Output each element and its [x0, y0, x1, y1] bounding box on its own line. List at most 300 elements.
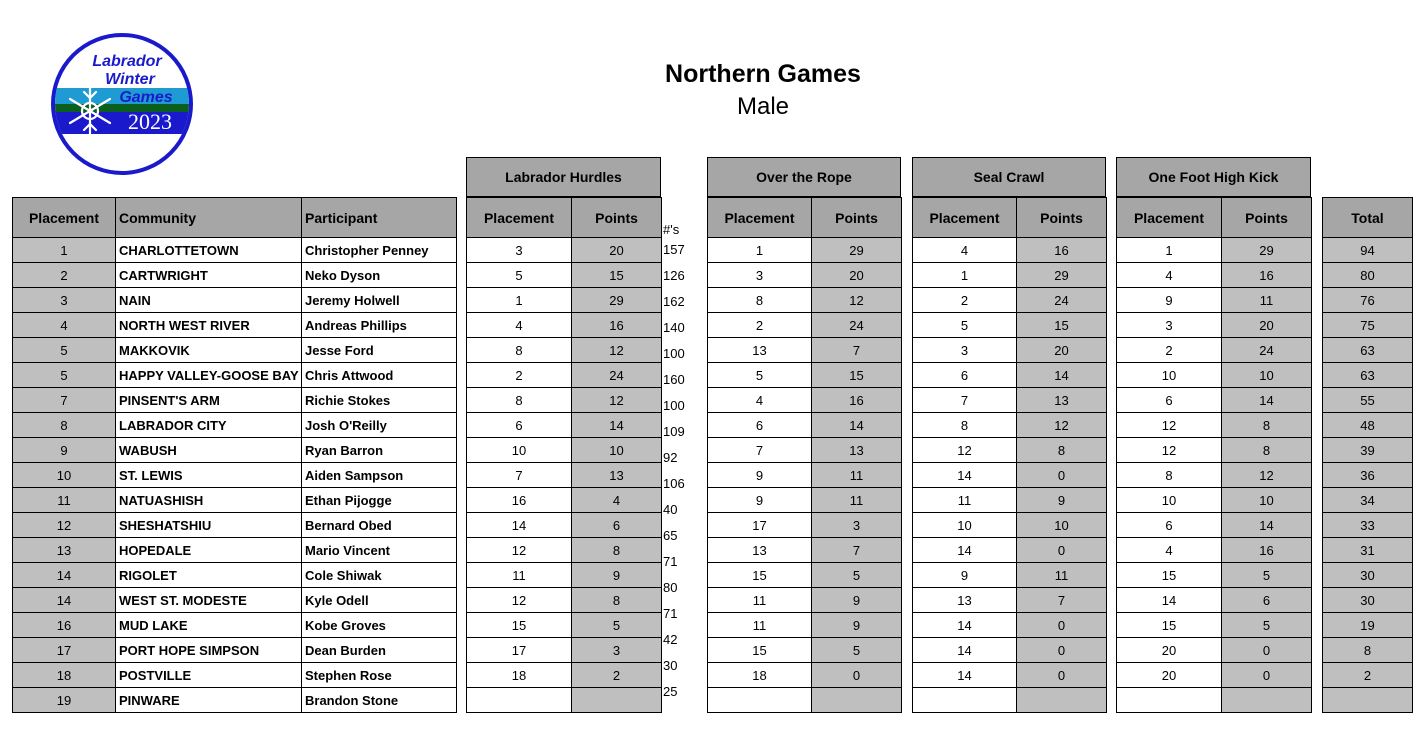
- table-row: [13, 238, 457, 263]
- table-row: [13, 313, 457, 338]
- event-points-cell: 14: [812, 413, 902, 438]
- table-row: [1323, 263, 1413, 288]
- event-points-cell: [812, 688, 902, 713]
- col-header-numbers: #'s: [663, 222, 680, 237]
- table-row: [467, 688, 662, 713]
- table-row: [708, 638, 902, 663]
- table-row: [1117, 538, 1312, 563]
- event-placement-cell: 9: [708, 463, 812, 488]
- event-points-cell: 9: [572, 563, 662, 588]
- event-points-cell: [1222, 688, 1312, 713]
- community-cell: PORT HOPE SIMPSON: [116, 638, 302, 663]
- table-row: [13, 488, 457, 513]
- number-cell: 100: [663, 398, 685, 413]
- event-placement-cell: 4: [708, 388, 812, 413]
- participant-cell: Ryan Barron: [302, 438, 457, 463]
- community-cell: RIGOLET: [116, 563, 302, 588]
- total-cell: 31: [1323, 538, 1413, 563]
- table-row: [1117, 263, 1312, 288]
- event-points-cell: 7: [812, 338, 902, 363]
- event-placement-cell: 1: [913, 263, 1017, 288]
- table-row: [1117, 388, 1312, 413]
- table-row: [708, 438, 902, 463]
- participants-table: [12, 197, 457, 713]
- placement-cell: 7: [13, 388, 116, 413]
- event-points-cell: 15: [1017, 313, 1107, 338]
- total-cell: 63: [1323, 338, 1413, 363]
- event-points-cell: 0: [1017, 463, 1107, 488]
- participant-cell: Neko Dyson: [302, 263, 457, 288]
- placement-cell: 11: [13, 488, 116, 513]
- event-placement-cell: 14: [913, 638, 1017, 663]
- event-placement-cell: 16: [467, 488, 572, 513]
- event-points-cell: 20: [1222, 313, 1312, 338]
- event-placement-cell: 15: [1117, 563, 1222, 588]
- table-row: [708, 513, 902, 538]
- event-placement-cell: 8: [913, 413, 1017, 438]
- event-points-cell: 13: [1017, 388, 1107, 413]
- event-placement-cell: 10: [467, 438, 572, 463]
- event-points-cell: 8: [572, 538, 662, 563]
- table-row: [13, 388, 457, 413]
- placement-cell: 10: [13, 463, 116, 488]
- event-placement-cell: 14: [913, 538, 1017, 563]
- table-row: [467, 563, 662, 588]
- event-points-cell: 24: [1017, 288, 1107, 313]
- community-cell: NORTH WEST RIVER: [116, 313, 302, 338]
- number-cell: 71: [663, 554, 678, 569]
- event-header-over-the-rope: Over the Rope: [707, 157, 901, 197]
- table-row: [708, 563, 902, 588]
- placement-cell: 18: [13, 663, 116, 688]
- event-placement-cell: 17: [467, 638, 572, 663]
- community-cell: NAIN: [116, 288, 302, 313]
- table-row: [1323, 288, 1413, 313]
- logo-line-1: Labrador: [92, 53, 162, 70]
- event-placement-cell: 11: [467, 563, 572, 588]
- community-cell: ST. LEWIS: [116, 463, 302, 488]
- placement-cell: 16: [13, 613, 116, 638]
- table-row: [467, 238, 662, 263]
- number-cell: 71: [663, 606, 678, 621]
- col-header-community: Community: [116, 198, 302, 238]
- table-row: [13, 663, 457, 688]
- event-placement-cell: 11: [913, 488, 1017, 513]
- community-cell: PINSENT'S ARM: [116, 388, 302, 413]
- event-points-cell: 10: [1222, 488, 1312, 513]
- event-points-cell: 14: [1017, 363, 1107, 388]
- event-placement-cell: 2: [708, 313, 812, 338]
- col-header-participant: Participant: [302, 198, 457, 238]
- table-row: [1323, 663, 1413, 688]
- community-cell: NATUASHISH: [116, 488, 302, 513]
- event-points-cell: 29: [572, 288, 662, 313]
- community-cell: HOPEDALE: [116, 538, 302, 563]
- placement-cell: 2: [13, 263, 116, 288]
- event-placement-cell: 4: [1117, 263, 1222, 288]
- over-the-rope-table: [707, 197, 902, 713]
- event-points-cell: 4: [572, 488, 662, 513]
- total-table: [1322, 197, 1413, 713]
- table-row: [1323, 313, 1413, 338]
- table-row: [1117, 688, 1312, 713]
- table-row: [13, 338, 457, 363]
- event-placement-cell: 15: [708, 638, 812, 663]
- participant-cell: Bernard Obed: [302, 513, 457, 538]
- event-placement-cell: 4: [913, 238, 1017, 263]
- event-placement-cell: 7: [467, 463, 572, 488]
- number-cell: 100: [663, 346, 685, 361]
- table-row: [13, 688, 457, 713]
- table-row: [708, 538, 902, 563]
- event-points-cell: 15: [572, 263, 662, 288]
- table-row: [467, 588, 662, 613]
- number-cell: 140: [663, 320, 685, 335]
- table-row: [467, 613, 662, 638]
- event-placement-cell: 5: [467, 263, 572, 288]
- table-row: [1323, 438, 1413, 463]
- table-row: [913, 538, 1107, 563]
- table-row: [13, 638, 457, 663]
- event-placement-cell: 11: [708, 588, 812, 613]
- table-row: [708, 363, 902, 388]
- table-row: [708, 463, 902, 488]
- event-placement-cell: 5: [913, 313, 1017, 338]
- col-header-points: Points: [572, 198, 662, 238]
- total-cell: 39: [1323, 438, 1413, 463]
- table-row: [708, 688, 902, 713]
- table-row: [913, 588, 1107, 613]
- table-row: [1323, 238, 1413, 263]
- table-row: [1117, 338, 1312, 363]
- event-points-cell: 15: [812, 363, 902, 388]
- table-row: [1323, 338, 1413, 363]
- community-cell: LABRADOR CITY: [116, 413, 302, 438]
- table-row: [913, 663, 1107, 688]
- participant-cell: Andreas Phillips: [302, 313, 457, 338]
- event-points-cell: 10: [1222, 363, 1312, 388]
- table-row: [1117, 613, 1312, 638]
- table-row: [913, 488, 1107, 513]
- event-points-cell: [572, 688, 662, 713]
- participant-cell: Christopher Penney: [302, 238, 457, 263]
- event-placement-cell: 13: [913, 588, 1017, 613]
- placement-cell: 12: [13, 513, 116, 538]
- event-placement-cell: 1: [1117, 238, 1222, 263]
- event-placement-cell: 3: [913, 338, 1017, 363]
- table-row: [1117, 363, 1312, 388]
- event-points-cell: 0: [1017, 663, 1107, 688]
- table-row: [1323, 638, 1413, 663]
- table-row: [1117, 663, 1312, 688]
- event-points-cell: 0: [1017, 613, 1107, 638]
- col-header-placement: Placement: [708, 198, 812, 238]
- event-points-cell: 5: [572, 613, 662, 638]
- event-placement-cell: 12: [467, 538, 572, 563]
- participant-cell: Kyle Odell: [302, 588, 457, 613]
- event-points-cell: 6: [1222, 588, 1312, 613]
- event-points-cell: 11: [1222, 288, 1312, 313]
- number-cell: 157: [663, 242, 685, 257]
- event-points-cell: 3: [812, 513, 902, 538]
- table-row: [708, 288, 902, 313]
- placement-cell: 14: [13, 563, 116, 588]
- event-placement-cell: 12: [1117, 438, 1222, 463]
- community-cell: CHARLOTTETOWN: [116, 238, 302, 263]
- page-subtitle: Male: [736, 93, 790, 120]
- event-points-cell: 16: [572, 313, 662, 338]
- event-points-cell: 5: [1222, 613, 1312, 638]
- table-row: [1323, 463, 1413, 488]
- table-row: [1323, 563, 1413, 588]
- event-points-cell: 8: [1222, 438, 1312, 463]
- event-points-cell: 11: [812, 488, 902, 513]
- table-row: [708, 238, 902, 263]
- event-points-cell: 12: [1222, 463, 1312, 488]
- event-placement-cell: 4: [467, 313, 572, 338]
- number-cell: 160: [663, 372, 685, 387]
- table-row: [913, 688, 1107, 713]
- placement-cell: 13: [13, 538, 116, 563]
- number-cell: 109: [663, 424, 685, 439]
- event-placement-cell: 13: [708, 538, 812, 563]
- event-placement-cell: [467, 688, 572, 713]
- table-row: [13, 363, 457, 388]
- table-row: [913, 313, 1107, 338]
- event-points-cell: 8: [572, 588, 662, 613]
- event-placement-cell: 10: [1117, 488, 1222, 513]
- number-cell: 162: [663, 294, 685, 309]
- table-row: [708, 613, 902, 638]
- participant-cell: Stephen Rose: [302, 663, 457, 688]
- event-placement-cell: 8: [467, 338, 572, 363]
- table-row: [467, 413, 662, 438]
- table-row: [913, 238, 1107, 263]
- event-placement-cell: 10: [913, 513, 1017, 538]
- games-logo: [50, 32, 194, 176]
- event-placement-cell: [708, 688, 812, 713]
- event-points-cell: 5: [1222, 563, 1312, 588]
- table-row: [13, 613, 457, 638]
- table-row: [913, 438, 1107, 463]
- number-cell: 30: [663, 658, 678, 673]
- event-points-cell: 9: [1017, 488, 1107, 513]
- number-cell: 92: [663, 450, 678, 465]
- participant-cell: Jesse Ford: [302, 338, 457, 363]
- table-row: [13, 413, 457, 438]
- event-header-one-foot-high-kick: One Foot High Kick: [1116, 157, 1311, 197]
- total-cell: 63: [1323, 363, 1413, 388]
- total-cell: 80: [1323, 263, 1413, 288]
- table-row: [467, 388, 662, 413]
- table-row: [1117, 563, 1312, 588]
- table-row: [13, 513, 457, 538]
- table-row: [1117, 488, 1312, 513]
- event-placement-cell: 11: [708, 613, 812, 638]
- col-header-placement: Placement: [13, 198, 116, 238]
- participant-cell: Ethan Pijogge: [302, 488, 457, 513]
- event-placement-cell: 1: [467, 288, 572, 313]
- table-row: [13, 463, 457, 488]
- table-row: [1117, 238, 1312, 263]
- event-points-cell: 12: [812, 288, 902, 313]
- event-points-cell: 9: [812, 588, 902, 613]
- event-header-seal-crawl: Seal Crawl: [912, 157, 1106, 197]
- event-placement-cell: 8: [1117, 463, 1222, 488]
- community-cell: CARTWRIGHT: [116, 263, 302, 288]
- table-row: [1323, 388, 1413, 413]
- table-row: [1117, 588, 1312, 613]
- event-placement-cell: 13: [708, 338, 812, 363]
- table-row: [467, 663, 662, 688]
- event-points-cell: 0: [812, 663, 902, 688]
- table-row: [913, 638, 1107, 663]
- event-placement-cell: 15: [708, 563, 812, 588]
- event-placement-cell: 9: [708, 488, 812, 513]
- table-row: [467, 363, 662, 388]
- event-placement-cell: 12: [467, 588, 572, 613]
- event-placement-cell: 9: [1117, 288, 1222, 313]
- community-cell: MUD LAKE: [116, 613, 302, 638]
- event-points-cell: 0: [1222, 638, 1312, 663]
- event-placement-cell: 5: [708, 363, 812, 388]
- event-points-cell: 3: [572, 638, 662, 663]
- event-points-cell: 13: [812, 438, 902, 463]
- event-placement-cell: 20: [1117, 638, 1222, 663]
- placement-cell: 5: [13, 338, 116, 363]
- event-placement-cell: 17: [708, 513, 812, 538]
- table-row: [1117, 413, 1312, 438]
- event-placement-cell: 20: [1117, 663, 1222, 688]
- event-points-cell: 12: [572, 388, 662, 413]
- event-points-cell: 24: [572, 363, 662, 388]
- total-cell: 8: [1323, 638, 1413, 663]
- event-points-cell: 10: [572, 438, 662, 463]
- total-cell: 75: [1323, 313, 1413, 338]
- event-placement-cell: 2: [913, 288, 1017, 313]
- placement-cell: 14: [13, 588, 116, 613]
- table-row: [467, 638, 662, 663]
- event-placement-cell: 14: [913, 463, 1017, 488]
- event-points-cell: 8: [1222, 413, 1312, 438]
- event-points-cell: [1017, 688, 1107, 713]
- table-row: [467, 488, 662, 513]
- event-placement-cell: 14: [1117, 588, 1222, 613]
- table-row: [13, 438, 457, 463]
- event-points-cell: 14: [1222, 388, 1312, 413]
- table-row: [1323, 613, 1413, 638]
- seal-crawl-table: [912, 197, 1107, 713]
- table-row: [1323, 588, 1413, 613]
- event-placement-cell: 10: [1117, 363, 1222, 388]
- number-cell: 80: [663, 580, 678, 595]
- total-cell: 76: [1323, 288, 1413, 313]
- community-cell: POSTVILLE: [116, 663, 302, 688]
- total-cell: 33: [1323, 513, 1413, 538]
- col-header-points: Points: [812, 198, 902, 238]
- event-points-cell: 20: [572, 238, 662, 263]
- event-placement-cell: 6: [467, 413, 572, 438]
- community-cell: PINWARE: [116, 688, 302, 713]
- total-cell: 34: [1323, 488, 1413, 513]
- event-points-cell: 12: [572, 338, 662, 363]
- labrador-hurdles-table: [466, 197, 662, 713]
- table-row: [1117, 288, 1312, 313]
- table-row: [708, 388, 902, 413]
- event-placement-cell: 8: [708, 288, 812, 313]
- event-placement-cell: 14: [913, 613, 1017, 638]
- table-row: [913, 463, 1107, 488]
- col-header-points: Points: [1222, 198, 1312, 238]
- number-cell: 40: [663, 502, 678, 517]
- placement-cell: 17: [13, 638, 116, 663]
- table-row: [467, 513, 662, 538]
- event-points-cell: 29: [812, 238, 902, 263]
- community-cell: HAPPY VALLEY-GOOSE BAY: [116, 363, 302, 388]
- table-row: [467, 313, 662, 338]
- event-points-cell: 6: [572, 513, 662, 538]
- participant-cell: Richie Stokes: [302, 388, 457, 413]
- table-row: [708, 263, 902, 288]
- placement-cell: 4: [13, 313, 116, 338]
- total-cell: 2: [1323, 663, 1413, 688]
- event-placement-cell: 2: [467, 363, 572, 388]
- number-cell: 25: [663, 684, 678, 699]
- event-points-cell: 8: [1017, 438, 1107, 463]
- event-points-cell: 24: [812, 313, 902, 338]
- event-placement-cell: 6: [1117, 513, 1222, 538]
- participant-cell: Chris Attwood: [302, 363, 457, 388]
- table-row: [913, 513, 1107, 538]
- table-row: [1323, 538, 1413, 563]
- event-placement-cell: 15: [467, 613, 572, 638]
- number-cell: 106: [663, 476, 685, 491]
- table-row: [1117, 438, 1312, 463]
- event-placement-cell: [1117, 688, 1222, 713]
- col-header-points: Points: [1017, 198, 1107, 238]
- community-cell: WEST ST. MODESTE: [116, 588, 302, 613]
- table-row: [467, 538, 662, 563]
- number-cell: [663, 705, 707, 731]
- event-points-cell: 14: [572, 413, 662, 438]
- table-row: [1117, 513, 1312, 538]
- table-row: [13, 288, 457, 313]
- event-points-cell: 14: [1222, 513, 1312, 538]
- table-row: [13, 538, 457, 563]
- event-points-cell: 11: [812, 463, 902, 488]
- event-points-cell: 5: [812, 638, 902, 663]
- event-points-cell: 20: [1017, 338, 1107, 363]
- event-points-cell: 7: [812, 538, 902, 563]
- event-placement-cell: 12: [1117, 413, 1222, 438]
- community-cell: MAKKOVIK: [116, 338, 302, 363]
- table-row: [913, 363, 1107, 388]
- table-row: [467, 263, 662, 288]
- placement-cell: 9: [13, 438, 116, 463]
- event-placement-cell: 14: [913, 663, 1017, 688]
- col-header-placement: Placement: [467, 198, 572, 238]
- event-placement-cell: 3: [467, 238, 572, 263]
- event-placement-cell: [913, 688, 1017, 713]
- table-row: [1117, 463, 1312, 488]
- event-points-cell: 10: [1017, 513, 1107, 538]
- table-row: [13, 263, 457, 288]
- event-points-cell: 16: [1017, 238, 1107, 263]
- table-row: [708, 413, 902, 438]
- placement-cell: 1: [13, 238, 116, 263]
- table-row: [1117, 313, 1312, 338]
- number-cell: 126: [663, 268, 685, 283]
